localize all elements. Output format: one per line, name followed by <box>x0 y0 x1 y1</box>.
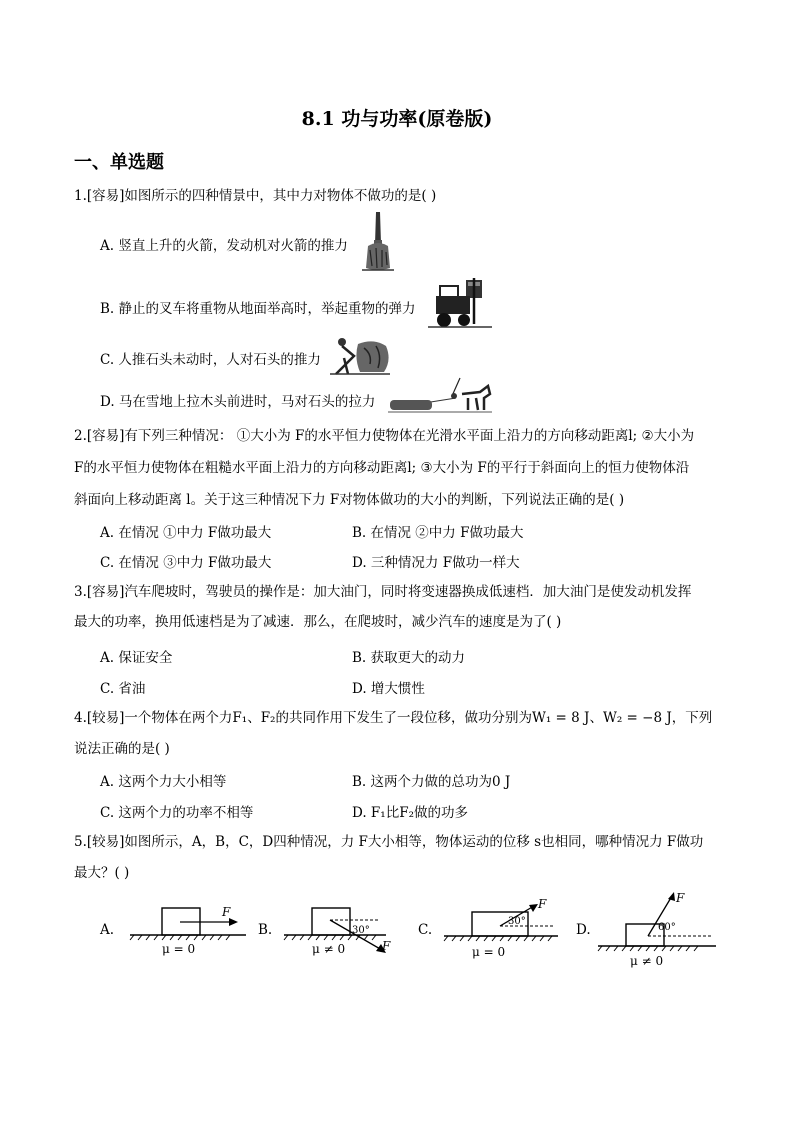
q1-option-d: D. 马在雪地上拉木头前进时，马对石头的拉力 <box>100 394 376 410</box>
fig-d-force-label: F <box>676 891 685 905</box>
q1-option-a: A. 竖直上升的火箭，发动机对火箭的推力 <box>100 238 348 254</box>
question-4-line1: 4.[较易]一个物体在两个力F₁、F₂的共同作用下发生了一段位移，做功分别为W₁ = 8 J、W₂ = −8 J，下列 <box>74 710 713 726</box>
horse-pulling-log-image <box>388 376 492 416</box>
fig-c-mu-label: μ = 0 <box>472 945 506 959</box>
q3-option-b: B. 获取更大的动力 <box>352 650 466 666</box>
question-3-line1: 3.[容易]汽车爬坡时，驾驶员的操作是：加大油门，同时将变速器换成低速档．加大油门是使发动机发挥 <box>74 584 692 600</box>
q3-option-a: A. 保证安全 <box>100 650 173 666</box>
fig-b-force-label: F <box>382 939 391 953</box>
fig-b-letter: B. <box>258 922 273 938</box>
forklift-image <box>428 276 492 330</box>
person-pushing-stone-image <box>330 336 390 376</box>
q4-option-c: C. 这两个力的功率不相等 <box>100 805 254 821</box>
force-diagram-d <box>596 888 720 970</box>
q2-option-b: B. 在情况 ②中力 F做功最大 <box>352 525 524 541</box>
q4-option-b: B. 这两个力做的总功为0 J <box>352 774 511 790</box>
fig-b-angle-label: 30° <box>352 925 370 936</box>
q2-option-a: A. 在情况 ①中力 F做功最大 <box>100 525 272 541</box>
question-4-line2: 说法正确的是( ) <box>74 741 170 757</box>
q1-option-b: B. 静止的叉车将重物从地面举高时，举起重物的弹力 <box>100 301 416 317</box>
q4-option-d: D. F₁比F₂做的功多 <box>352 805 468 821</box>
question-2-line1: 2.[容易]有下列三种情况： ①大小为 F的水平恒力使物体在光滑水平面上沿力的方向移动距离l; ②大小为 <box>74 428 695 444</box>
fig-c-force-label: F <box>538 897 547 911</box>
question-3-line2: 最大的功率，换用低速档是为了减速．那么，在爬坡时，减少汽车的速度是为了( ) <box>74 614 562 630</box>
fig-c-letter: C. <box>418 922 433 938</box>
q3-option-d: D. 增大惯性 <box>352 681 425 697</box>
question-2-line3: 斜面向上移动距离 l。关于这三种情况下力 F对物体做功的大小的判断，下列说法正确的是( ) <box>74 492 625 508</box>
fig-d-letter: D. <box>576 922 591 938</box>
q2-option-c: C. 在情况 ③中力 F做功最大 <box>100 555 272 571</box>
q1-option-c: C. 人推石头未动时，人对石头的推力 <box>100 352 321 368</box>
q4-option-a: A. 这两个力大小相等 <box>100 774 227 790</box>
question-2-line2: F的水平恒力使物体在粗糙水平面上沿力的方向移动距离l; ③大小为 F的平行于斜面向上的恒力使物体沿 <box>74 460 690 476</box>
force-diagram-a <box>128 900 248 958</box>
fig-a-force-label: F <box>222 905 231 919</box>
question-5-line2: 最大？( ) <box>74 865 130 881</box>
fig-b-mu-label: μ ≠ 0 <box>312 942 346 956</box>
q2-option-d: D. 三种情况力 F做功一样大 <box>352 555 520 571</box>
fig-d-mu-label: μ ≠ 0 <box>630 954 664 968</box>
question-1-stem: 1.[容易]如图所示的四种情景中，其中力对物体不做功的是( ) <box>74 188 437 204</box>
q3-option-c: C. 省油 <box>100 681 146 697</box>
fig-a-mu-label: μ = 0 <box>162 942 196 956</box>
fig-d-angle-label: 60° <box>658 922 676 933</box>
force-diagram-b <box>282 900 402 962</box>
section-heading: 一、单选题 <box>74 152 164 173</box>
question-5-line1: 5.[较易]如图所示，A，B，C，D四种情况，力 F大小相等，物体运动的位移 s也相同，哪种情况力 F做功 <box>74 834 704 850</box>
fig-a-letter: A. <box>100 922 115 938</box>
page-title: 8.1 功与功率(原卷版) <box>301 108 493 130</box>
force-diagram-c <box>442 894 562 964</box>
rocket-image <box>360 210 396 272</box>
fig-c-angle-label: 30° <box>508 916 526 927</box>
